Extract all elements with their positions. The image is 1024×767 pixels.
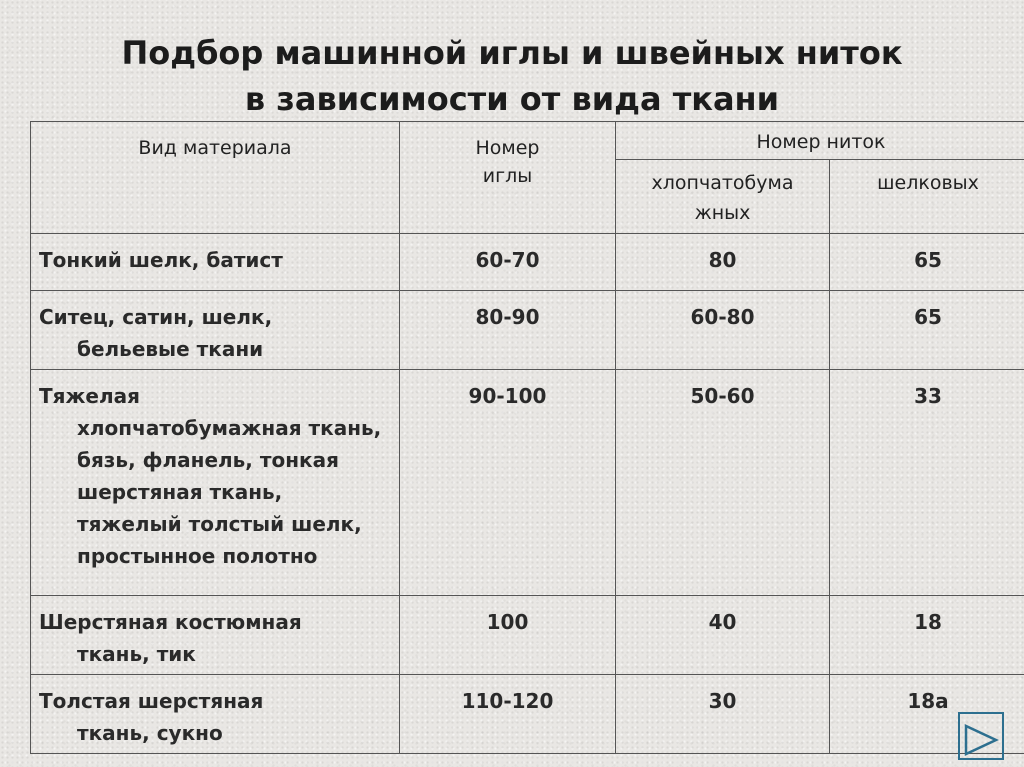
- silk-cell: 18а: [830, 675, 1024, 754]
- header-cotton: хлопчатобума жных: [616, 160, 830, 234]
- table-row: [31, 370, 1024, 596]
- cotton-cell: 50-60: [616, 370, 830, 596]
- table-row: [31, 675, 1024, 754]
- next-slide-button[interactable]: [958, 712, 1004, 760]
- needle-cell: 110-120: [400, 675, 616, 754]
- play-triangle-icon: [960, 714, 1002, 758]
- material-cell: Толстая шерстяная ткань, сукно: [31, 675, 400, 754]
- silk-cell: 65: [830, 291, 1024, 370]
- table-row: [31, 596, 1024, 675]
- silk-cell: 65: [830, 234, 1024, 291]
- title-line-1: Подбор машинной иглы и швейных ниток: [121, 34, 903, 72]
- needle-cell: 90-100: [400, 370, 616, 596]
- needle-cell: 80-90: [400, 291, 616, 370]
- cotton-cell: 60-80: [616, 291, 830, 370]
- material-cell: Шерстяная костюмная ткань, тик: [31, 596, 400, 675]
- table-row: [31, 234, 1024, 291]
- table-row: [31, 291, 1024, 370]
- title-line-2: в зависимости от вида ткани: [244, 80, 780, 118]
- header-material: Вид материала: [31, 122, 400, 234]
- cotton-cell: 40: [616, 596, 830, 675]
- page-title: [0, 30, 1024, 122]
- needle-cell: 60-70: [400, 234, 616, 291]
- silk-cell: 33: [830, 370, 1024, 596]
- material-cell: Ситец, сатин, шелк, бельевые ткани: [31, 291, 400, 370]
- needle-thread-table: [30, 121, 1024, 754]
- silk-cell: 18: [830, 596, 1024, 675]
- needle-cell: 100: [400, 596, 616, 675]
- cotton-cell: 80: [616, 234, 830, 291]
- header-silk: шелковых: [830, 160, 1024, 234]
- header-needle: Номер иглы: [400, 122, 616, 234]
- header-threads: Номер ниток: [616, 122, 1024, 160]
- material-cell: Тяжелая хлопчатобумажная ткань, бязь, фланель, тонкая шерстяная ткань, тяжелый толстый шелк, простынное полотно: [31, 370, 400, 596]
- cotton-cell: 30: [616, 675, 830, 754]
- material-cell: Тонкий шелк, батист: [31, 234, 400, 291]
